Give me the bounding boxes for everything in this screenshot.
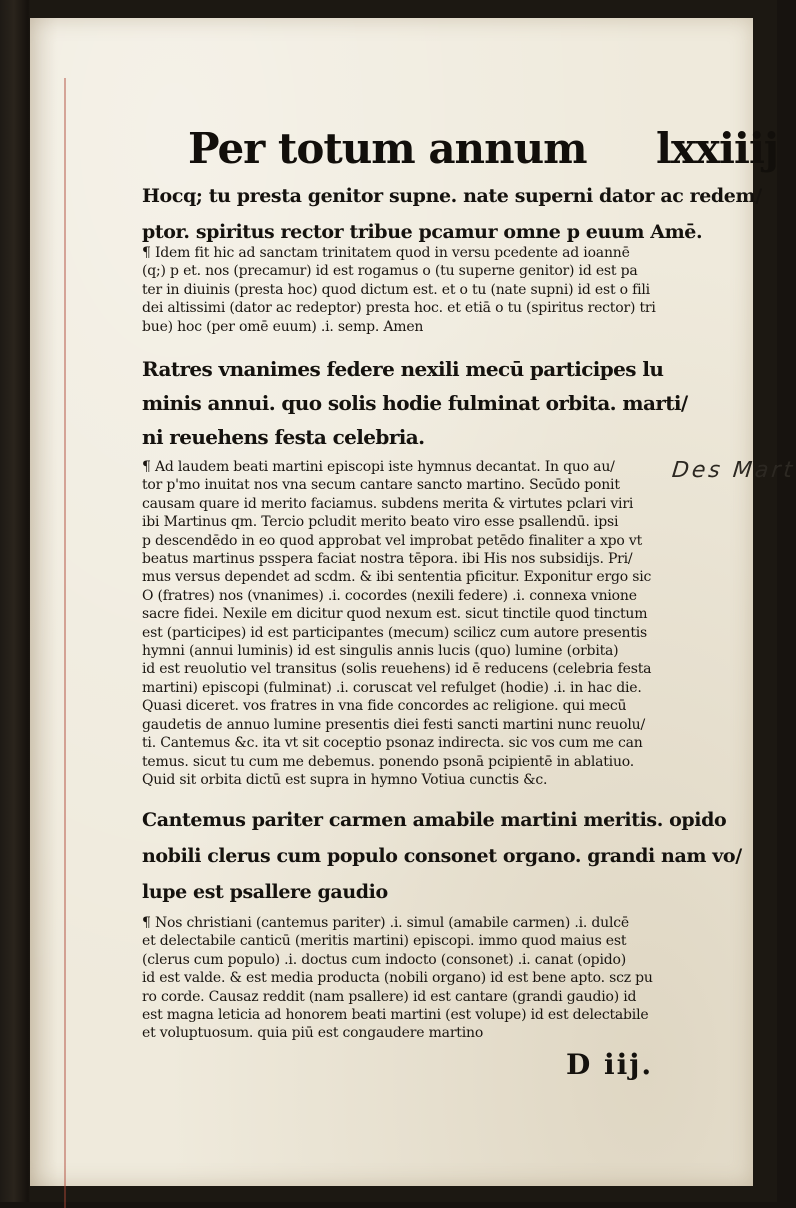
folio-number: lxxiiij (656, 124, 779, 173)
hymn-2-line-2: nobili clerus cum populo consonet organo. grandi nam vo/ (142, 845, 742, 867)
commentary-2-line-15: gaudetis de annuo lumine presentis diei festi sancti martini nunc reuolu/ (142, 716, 645, 733)
hymn-2 (142, 802, 742, 910)
hymn-2-line-3: lupe est psallere gaudio (142, 881, 388, 903)
commentary-2-line-16: ti. Cantemus &c. ita vt sit coceptio psonaz indirecta. sic vos cum me can (142, 735, 643, 752)
commentary-1-line-4: dei altissimi (dator ac redeptor) presta hoc. et etiā o tu (spiritus rector) tri (142, 300, 656, 317)
commentary-2-line-2: tor p'mo inuitat nos vna secum cantare sancto martino. Secūdo ponit (142, 477, 620, 494)
running-head-title: Per totum annum (188, 124, 587, 173)
commentary-1-line-1: ¶ Idem fit hic ad sanctam trinitatem quod in versu pcedente ad ioannē (142, 245, 630, 261)
commentary-2-line-3: causam quare id merito faciamus. subdens merita & virtutes pclari viri (142, 495, 634, 512)
book-page (30, 18, 796, 1186)
commentary-2-line-11: hymni (annui luminis) id est singulis annis lucis (quo) lumine (orbita) (142, 643, 619, 660)
commentary-2-line-8: O (fratres) nos (vnanimes) .i. cocordes (nexili federe) .i. connexa vnione (142, 587, 637, 604)
commentary-2-line-9: sacre fidei. Nexile em dicitur quod nexum est. sicut tinctile quod tinctum (142, 606, 648, 623)
handwritten-margin-note: Des Mart (670, 458, 796, 483)
commentary-2-line-5: p descendēdo in eo quod approbat vel improbat petēdo finaliter a xpo vt (142, 532, 643, 549)
signature-mark: D iij. (566, 1048, 654, 1081)
hymn-1-line-1: Ratres vnanimes federe nexili mecū participes lu (142, 357, 664, 381)
commentary-3 (142, 914, 682, 1043)
hymn-1-line-2: minis annui. quo solis hodie fulminat orbita. marti/ (142, 391, 688, 415)
commentary-3-line-5: ro corde. Causaz reddit (nam psallere) id est cantare (grandi gaudio) id (142, 988, 637, 1005)
opening-line-1: Hocq; tu presta genitor supne. nate superni dator ac redem/ (142, 185, 762, 207)
commentary-3-line-6: est magna leticia ad honorem beati martini (est volupe) id est delectabile (142, 1007, 649, 1024)
commentary-2-line-4: ibi Martinus qm. Tercio pcludit merito beato viro esse psallendū. ipsi (142, 514, 619, 531)
opening-verse (142, 178, 762, 250)
commentary-3-line-2: et delectabile canticū (meritis martini) episcopi. immo quod maius est (142, 933, 627, 950)
commentary-1-line-2: (q;) p et. nos (precamur) id est rogamus o (tu superne genitor) id est pa (142, 263, 638, 280)
commentary-2-line-18: Quid sit orbita dictū est supra in hymno Votiua cunctis &c. (142, 771, 548, 788)
commentary-2-line-14: Quasi diceret. vos fratres in vna fide concordes ac religione. qui mecū (142, 698, 627, 715)
commentary-2-line-1: ¶ Ad laudem beati martini episcopi iste hymnus decantat. In quo au/ (142, 459, 615, 475)
commentary-2-line-7: mus versus dependet ad scdm. & ibi sententia pficitur. Exponitur ergo sic (142, 569, 652, 586)
hymn-2-line-1: Cantemus pariter carmen amabile martini meritis. opido (142, 809, 727, 831)
opening-line-2: ptor. spiritus rector tribue pcamur omne p euum Amē. (142, 221, 703, 243)
commentary-2-line-10: est (participes) id est participantes (mecum) scilicz cum autore presentis (142, 624, 648, 641)
commentary-3-line-4: id est valde. & est media producta (nobili organo) id est bene apto. scz pu (142, 970, 653, 987)
margin-rule (64, 78, 66, 1208)
commentary-1-line-3: ter in diuinis (presta hoc) quod dictum est. et o tu (nate supni) id est o fili (142, 281, 650, 298)
commentary-3-line-3: (clerus cum populo) .i. doctus cum indocto (consonet) .i. canat (opido) (142, 951, 626, 968)
commentary-1-line-5: bue) hoc (per omē euum) .i. semp. Amen (142, 318, 424, 335)
running-head (188, 124, 779, 173)
hymn-1-line-3: ni reuehens festa celebria. (142, 425, 425, 449)
commentary-3-line-7: et voluptuosum. quia piū est congaudere martino (142, 1025, 484, 1042)
commentary-2 (142, 458, 682, 789)
commentary-3-line-1: ¶ Nos christiani (cantemus pariter) .i. simul (amabile carmen) .i. dulcē (142, 915, 629, 931)
commentary-1 (142, 244, 682, 336)
hymn-1 (142, 352, 688, 454)
commentary-2-line-17: temus. sicut tu cum me debemus. ponendo psonā pcipientē in ablatiuo. (142, 753, 634, 770)
commentary-2-line-6: beatus martinus psspera faciat nostra tēpora. ibi His nos subsidijs. Pri/ (142, 551, 633, 568)
commentary-2-line-12: id est reuolutio vel transitus (solis reuehens) id ē reducens (celebria festa (142, 661, 652, 678)
commentary-2-line-13: martini) episcopi (fulminat) .i. coruscat vel refulget (hodie) .i. in hac die. (142, 679, 642, 696)
